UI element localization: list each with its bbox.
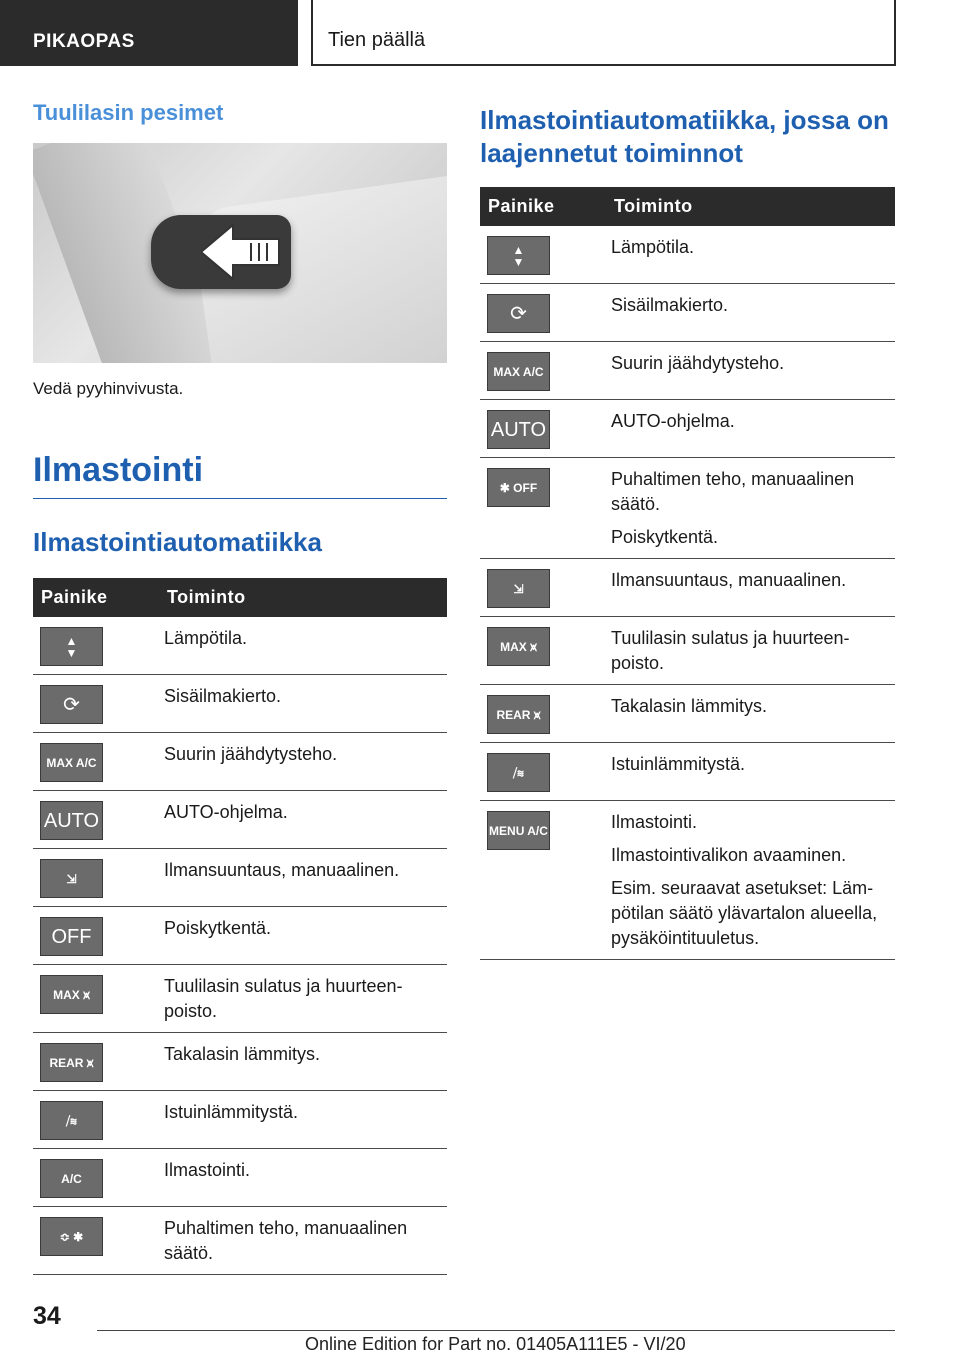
table-row	[480, 685, 895, 743]
right-controls-table	[480, 187, 895, 960]
function-cell	[159, 849, 447, 907]
button-cell	[33, 1033, 159, 1091]
function-cell	[606, 284, 895, 342]
table-row	[480, 458, 895, 559]
page-number: 34	[33, 1302, 61, 1330]
table-row	[33, 1091, 447, 1149]
button-cell	[33, 1207, 159, 1275]
button-cell	[33, 1091, 159, 1149]
function-cell	[159, 965, 447, 1033]
function-cell	[606, 458, 895, 559]
air-distribution-icon: ⇲	[487, 569, 550, 608]
function-text: Puhaltimen teho, manuaalinen säätö.	[611, 469, 855, 514]
auto-icon: AUTO	[487, 410, 550, 449]
function-cell	[606, 801, 895, 960]
function-cell	[159, 1091, 447, 1149]
table-row	[480, 743, 895, 801]
table-row	[33, 1207, 447, 1275]
function-cell	[159, 1033, 447, 1091]
button-cell	[480, 617, 606, 685]
table-row	[480, 400, 895, 458]
footer-divider	[97, 1330, 895, 1331]
button-cell	[480, 342, 606, 400]
ac-icon: A/C	[40, 1159, 103, 1198]
table-row	[480, 617, 895, 685]
pull-arrow-icon	[201, 217, 281, 287]
table-row	[480, 559, 895, 617]
table-row	[33, 849, 447, 907]
function-text: Sisäilmakierto.	[611, 295, 729, 315]
function-text: Suurin jäähdytysteho.	[164, 744, 338, 764]
button-cell	[33, 675, 159, 733]
function-text: Ilmastointi.	[611, 812, 698, 832]
fan-icon: ≎ ✱	[40, 1217, 103, 1256]
table-row	[33, 675, 447, 733]
function-text: Ilmastointi.	[164, 1160, 251, 1180]
right-column	[480, 100, 895, 960]
button-cell	[33, 791, 159, 849]
function-text: Ilmansuuntaus, manuaalinen.	[611, 570, 847, 590]
page-header	[0, 0, 960, 66]
button-cell	[480, 685, 606, 743]
button-cell	[33, 907, 159, 965]
max-ac-icon: MAX A/C	[487, 352, 550, 391]
function-cell	[159, 791, 447, 849]
function-cell	[606, 342, 895, 400]
column-header-function: Toiminto	[606, 187, 895, 226]
function-cell	[159, 1207, 447, 1275]
function-text: Ilmastointivalikon avaaminen.	[611, 845, 847, 865]
function-text: Suurin jäähdytysteho.	[611, 353, 785, 373]
rear-defrost-icon: REAR ⩙	[40, 1043, 103, 1082]
button-cell	[33, 1149, 159, 1207]
auto-icon: AUTO	[40, 801, 103, 840]
button-cell	[33, 849, 159, 907]
table-row	[33, 617, 447, 675]
off-icon: OFF	[40, 917, 103, 956]
function-text: Istuinlämmitystä.	[611, 754, 746, 774]
recirculation-icon: ⟳	[487, 294, 550, 333]
function-cell	[606, 559, 895, 617]
left-controls-table	[33, 578, 447, 1275]
arrows-up-down-icon: ▲ ▼	[487, 236, 550, 275]
max-defrost-icon: MAX ⩙	[40, 975, 103, 1014]
button-cell	[480, 284, 606, 342]
function-text: Tuulilasin sulatus ja huurteen-poisto.	[164, 976, 403, 1021]
edition-text: Online Edition for Part no. 01405A111E5 - VI/20	[305, 1334, 686, 1354]
table-row	[480, 284, 895, 342]
function-cell	[606, 617, 895, 685]
table-row	[33, 791, 447, 849]
function-text: Esim. seuraavat asetukset: Läm-pötilan säätö ylävartalon alueella, pysäköintituuletus.	[611, 878, 878, 948]
left-column	[33, 100, 447, 1275]
seat-heating-icon: ⧸≋	[487, 753, 550, 792]
chapter-label: Tien päällä	[328, 29, 426, 51]
button-cell	[33, 617, 159, 675]
function-cell	[606, 685, 895, 743]
function-text: Tuulilasin sulatus ja huurteen-poisto.	[611, 628, 850, 673]
button-cell	[480, 801, 606, 960]
arrows-up-down-icon: ▲ ▼	[40, 627, 103, 666]
climate-heading: Ilmastointi	[33, 451, 447, 499]
table-row	[33, 1149, 447, 1207]
function-text: Puhaltimen teho, manuaalinen säätö.	[164, 1218, 408, 1263]
menu-ac-icon: MENU A/C	[487, 811, 550, 850]
section-label: PIKAOPAS	[33, 31, 135, 52]
table-row	[33, 907, 447, 965]
function-text: Poiskytkentä.	[611, 527, 719, 547]
rear-defrost-icon: REAR ⩙	[487, 695, 550, 734]
function-text: Lämpötila.	[611, 237, 695, 257]
function-text: AUTO-ohjelma.	[164, 802, 288, 822]
function-cell	[159, 1149, 447, 1207]
function-text: Sisäilmakierto.	[164, 686, 282, 706]
button-cell	[480, 226, 606, 284]
function-text: Istuinlämmitystä.	[164, 1102, 299, 1122]
auto-climate-heading: Ilmastointiautomatiikka	[33, 527, 322, 557]
function-text: Takalasin lämmitys.	[164, 1044, 321, 1064]
table-row	[480, 342, 895, 400]
button-cell	[480, 400, 606, 458]
extended-climate-heading: Ilmastointiautomatiikka, jossa on laajennetut toiminnot	[480, 105, 889, 168]
recirculation-icon: ⟳	[40, 685, 103, 724]
table-row	[33, 733, 447, 791]
button-cell	[480, 458, 606, 559]
function-text: AUTO-ohjelma.	[611, 411, 735, 431]
table-row	[33, 965, 447, 1033]
function-cell	[159, 733, 447, 791]
button-cell	[33, 733, 159, 791]
max-ac-icon: MAX A/C	[40, 743, 103, 782]
wiper-stalk-photo	[33, 143, 447, 363]
function-cell	[159, 907, 447, 965]
function-cell	[606, 226, 895, 284]
function-cell	[606, 743, 895, 801]
max-defrost-icon: MAX ⩙	[487, 627, 550, 666]
function-text: Lämpötila.	[164, 628, 248, 648]
column-header-button: Painike	[33, 578, 159, 617]
function-cell	[159, 675, 447, 733]
function-text: Takalasin lämmitys.	[611, 696, 768, 716]
function-text: Ilmansuuntaus, manuaalinen.	[164, 860, 400, 880]
table-row	[480, 226, 895, 284]
fan-off-icon: ✱ OFF	[487, 468, 550, 507]
function-text: Poiskytkentä.	[164, 918, 272, 938]
column-header-button: Painike	[480, 187, 606, 226]
button-cell	[480, 743, 606, 801]
function-cell	[606, 400, 895, 458]
air-distribution-icon: ⇲	[40, 859, 103, 898]
chapter-tab	[311, 0, 896, 66]
table-row	[480, 801, 895, 960]
button-cell	[33, 965, 159, 1033]
column-header-function: Toiminto	[159, 578, 447, 617]
seat-heating-icon: ⧸≋	[40, 1101, 103, 1140]
wiper-heading: Tuulilasin pesimet	[33, 100, 224, 125]
button-cell	[480, 559, 606, 617]
section-tab	[0, 0, 298, 66]
wiper-caption: Vedä pyyhinvivusta.	[33, 379, 184, 398]
table-row	[33, 1033, 447, 1091]
function-cell	[159, 617, 447, 675]
